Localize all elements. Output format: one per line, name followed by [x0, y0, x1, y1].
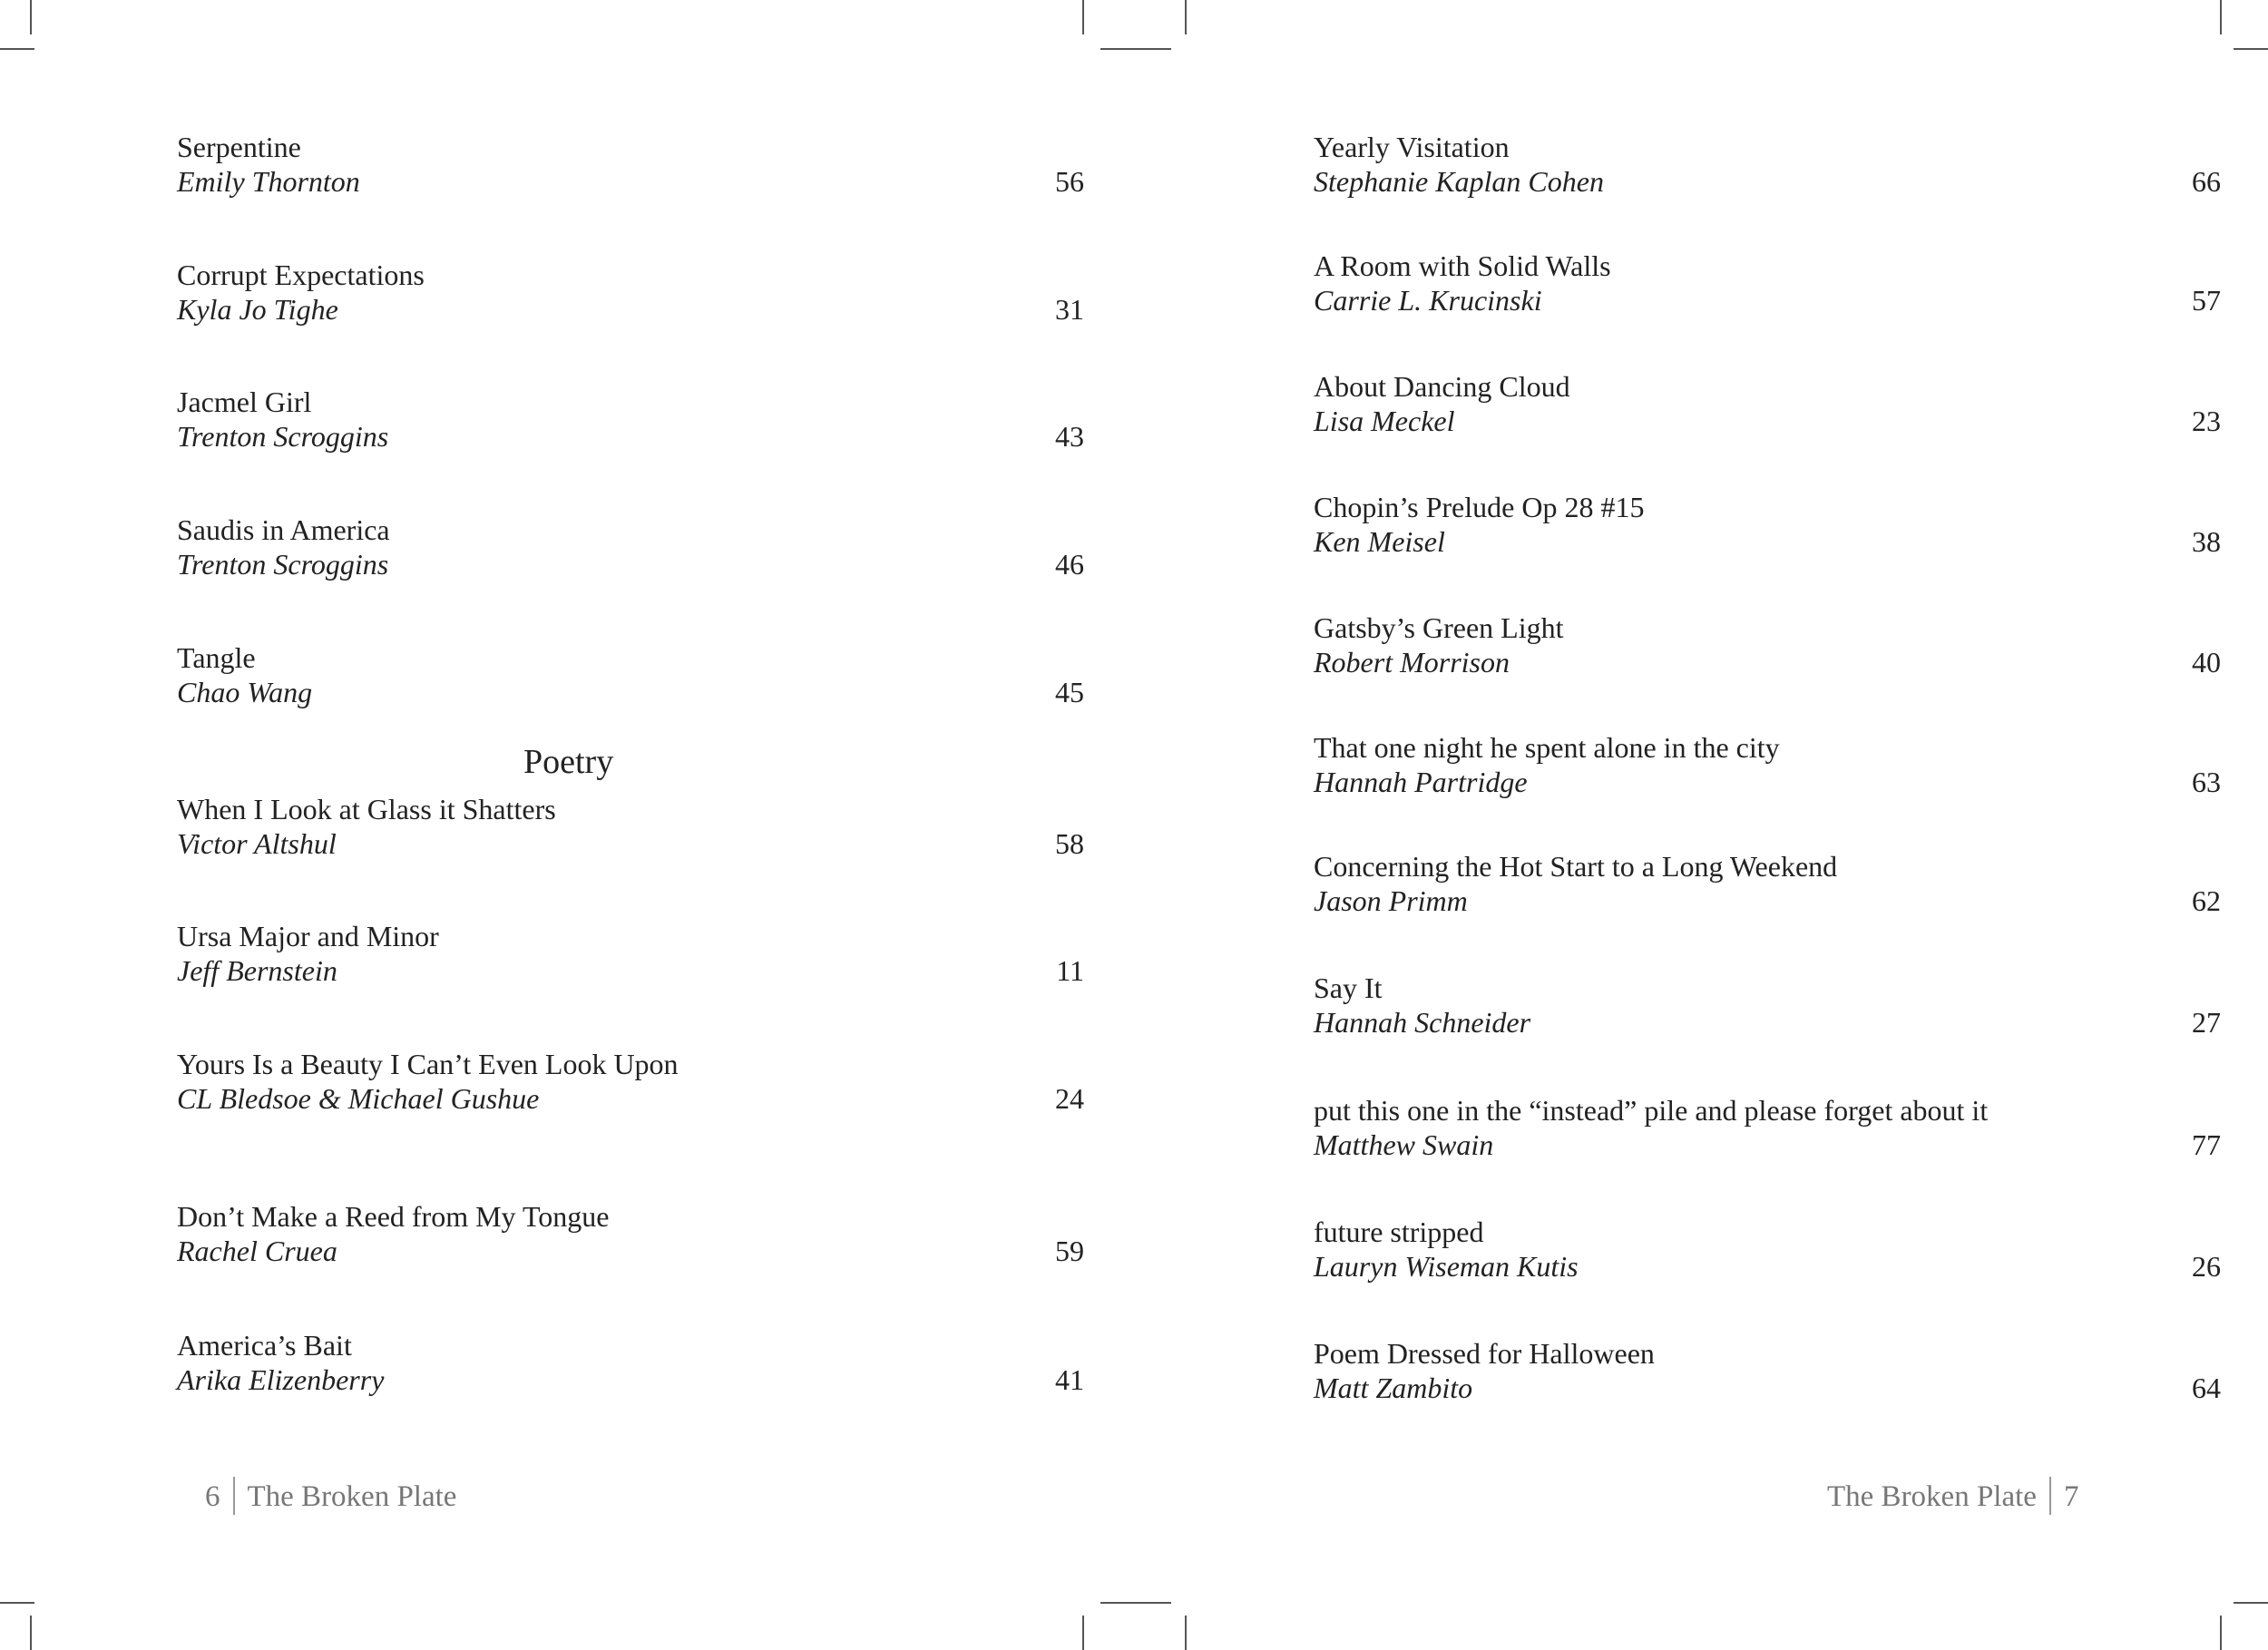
entry-title: Tangle: [177, 641, 256, 674]
entry-title: Serpentine: [177, 131, 301, 163]
entry-title: Yearly Visitation: [1314, 131, 1510, 163]
entry-author: Victor Altshul: [177, 827, 337, 860]
toc-entry[interactable]: [1314, 490, 2221, 562]
toc-entry[interactable]: [177, 1328, 1084, 1401]
right-page: [1134, 0, 2268, 1650]
entry-title: When I Look at Glass it Shatters: [177, 793, 556, 825]
entry-author: Carrie L. Krucinski: [1314, 284, 1542, 317]
entry-title: Ursa Major and Minor: [177, 920, 439, 952]
entry-page-number: 64: [2192, 1372, 2221, 1404]
toc-entry[interactable]: [1314, 971, 2221, 1043]
entry-title: Yours Is a Beauty I Can’t Even Look Upon: [177, 1048, 679, 1080]
entry-page-number: 26: [2192, 1250, 2221, 1283]
entry-author: Matthew Swain: [1314, 1128, 1494, 1161]
footer-page-number: 7: [2063, 1480, 2079, 1513]
entry-title: Say It: [1314, 971, 1383, 1004]
entry-author: Trenton Scroggins: [177, 548, 389, 581]
toc-entry[interactable]: [177, 258, 1084, 330]
toc-entry[interactable]: [177, 792, 1084, 864]
toc-entry[interactable]: [1314, 130, 2221, 202]
entry-author: Lauryn Wiseman Kutis: [1314, 1250, 1579, 1283]
entry-title: A Room with Solid Walls: [1314, 249, 1611, 282]
footer-divider: [233, 1477, 235, 1515]
entry-page-number: 31: [1055, 293, 1084, 326]
toc-entry[interactable]: [1314, 1336, 2221, 1409]
entry-title: put this one in the “instead” pile and please forget about it: [1314, 1094, 1989, 1127]
page-footer: [1827, 1479, 2078, 1518]
toc-entry[interactable]: [177, 513, 1084, 585]
entry-page-number: 27: [2192, 1006, 2221, 1039]
entry-page-number: 63: [2192, 766, 2221, 798]
toc-entry[interactable]: [1314, 610, 2221, 683]
footer-divider: [2049, 1477, 2051, 1515]
toc-entry[interactable]: [177, 1199, 1084, 1272]
entry-author: Stephanie Kaplan Cohen: [1314, 165, 1604, 198]
section-heading: Poetry: [523, 743, 614, 781]
entry-page-number: 43: [1055, 420, 1084, 453]
entry-title: future stripped: [1314, 1216, 1484, 1248]
page-footer: [205, 1479, 456, 1518]
entry-page-number: 45: [1055, 676, 1084, 708]
toc-entry[interactable]: [1314, 730, 2221, 803]
toc-entry[interactable]: [177, 130, 1084, 202]
entry-author: Jeff Bernstein: [177, 954, 337, 987]
entry-author: Ken Meisel: [1314, 525, 1445, 558]
entry-title: Jacmel Girl: [177, 386, 312, 418]
entry-title: Gatsby’s Green Light: [1314, 611, 1564, 644]
entry-title: Chopin’s Prelude Op 28 #15: [1314, 491, 1645, 523]
entry-page-number: 46: [1055, 548, 1084, 581]
entry-page-number: 23: [2192, 405, 2221, 437]
entry-title: Corrupt Expectations: [177, 259, 425, 291]
entry-author: Chao Wang: [177, 676, 313, 708]
entry-author: Rachel Cruea: [177, 1235, 337, 1267]
entry-page-number: 57: [2192, 284, 2221, 317]
footer-publication: The Broken Plate: [247, 1480, 457, 1513]
toc-entry[interactable]: [1314, 1215, 2221, 1287]
entry-author: Kyla Jo Tighe: [177, 293, 338, 326]
footer-page-number: 6: [205, 1480, 220, 1513]
entry-page-number: 77: [2192, 1128, 2221, 1161]
entry-title: Don’t Make a Reed from My Tongue: [177, 1200, 610, 1233]
entry-author: Emily Thornton: [177, 165, 360, 198]
entry-title: About Dancing Cloud: [1314, 370, 1570, 403]
entry-title: Saudis in America: [177, 513, 390, 546]
toc-entry[interactable]: [1314, 249, 2221, 321]
entry-page-number: 41: [1055, 1363, 1084, 1396]
toc-entry[interactable]: [177, 919, 1084, 991]
entry-page-number: 38: [2192, 525, 2221, 558]
entry-title: America’s Bait: [177, 1329, 352, 1362]
entry-page-number: 40: [2192, 646, 2221, 679]
entry-title: That one night he spent alone in the city: [1314, 731, 1780, 764]
toc-entry[interactable]: [1314, 849, 2221, 922]
entry-page-number: 62: [2192, 884, 2221, 917]
toc-entry[interactable]: [177, 1047, 1084, 1119]
entry-author: Lisa Meckel: [1314, 405, 1455, 437]
entry-title: Poem Dressed for Halloween: [1314, 1337, 1655, 1370]
entry-page-number: 66: [2192, 165, 2221, 198]
entry-page-number: 58: [1055, 827, 1084, 860]
entry-page-number: 11: [1056, 954, 1084, 987]
toc-entry[interactable]: [1314, 369, 2221, 442]
entry-title: Concerning the Hot Start to a Long Weekend: [1314, 850, 1838, 883]
footer-publication: The Broken Plate: [1827, 1480, 2037, 1513]
entry-page-number: 59: [1055, 1235, 1084, 1267]
entry-author: Arika Elizenberry: [177, 1363, 385, 1396]
toc-entry[interactable]: [177, 385, 1084, 457]
entry-page-number: 56: [1055, 165, 1084, 198]
entry-page-number: 24: [1055, 1082, 1084, 1115]
toc-entry[interactable]: [1314, 1093, 2221, 1166]
toc-entry[interactable]: [177, 640, 1084, 713]
entry-author: Robert Morrison: [1314, 646, 1510, 679]
entry-author: Matt Zambito: [1314, 1372, 1473, 1404]
entry-author: Hannah Partridge: [1314, 766, 1528, 798]
entry-author: Trenton Scroggins: [177, 420, 389, 453]
entry-author: Hannah Schneider: [1314, 1006, 1531, 1039]
entry-author: Jason Primm: [1314, 884, 1468, 917]
entry-author: CL Bledsoe & Michael Gushue: [177, 1082, 540, 1115]
